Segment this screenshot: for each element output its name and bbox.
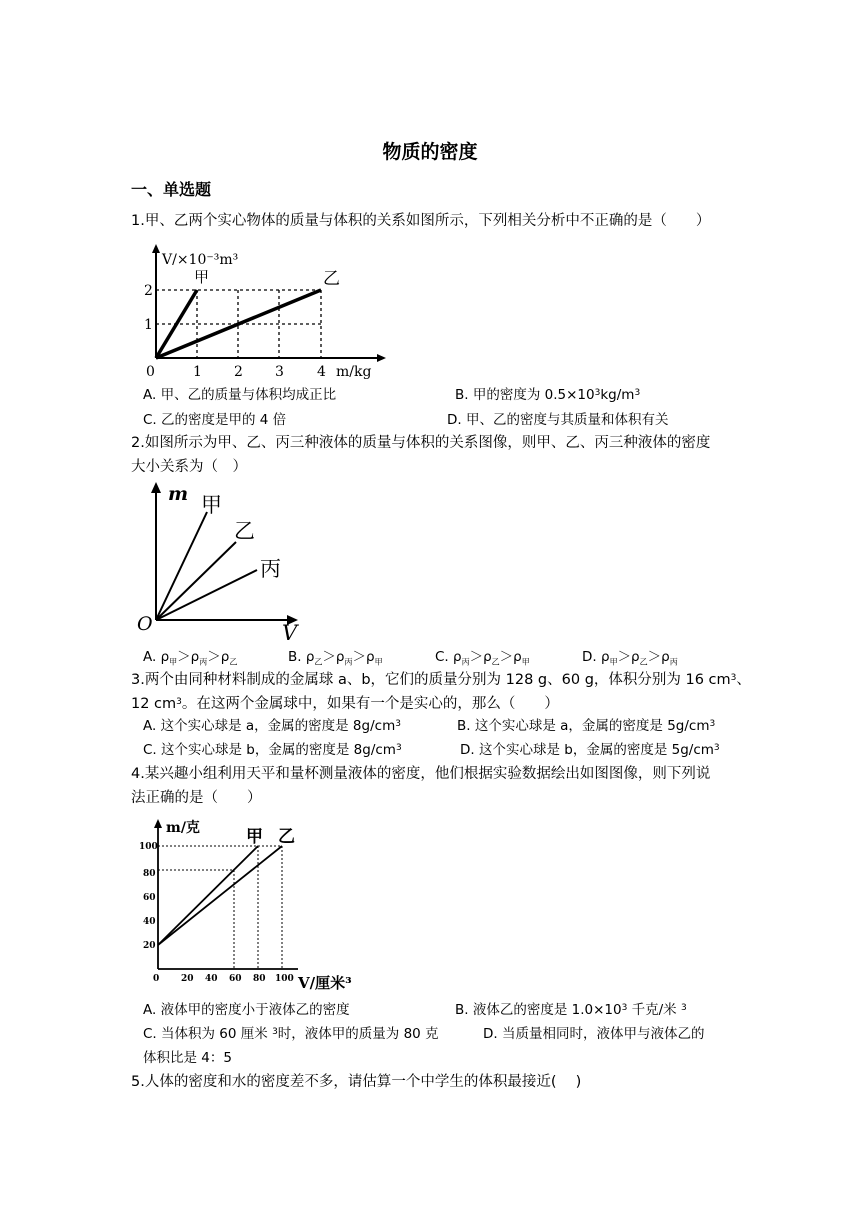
q4-option-d-line2: 体积比是 4：5 — [143, 1050, 232, 1066]
q4-x-tick-0: 0 — [153, 974, 160, 984]
question-2-stem-line2: 大小关系为（ ） — [131, 459, 247, 475]
q1-x-tick-1: 1 — [193, 364, 202, 380]
q4-option-a[interactable]: A. 液体甲的密度小于液体乙的密度 — [143, 1002, 350, 1018]
q1-x-tick-3: 3 — [275, 364, 284, 380]
q1-x-tick-0: 0 — [146, 364, 155, 380]
q1-figure — [140, 244, 390, 384]
q4-option-c[interactable]: C. 当体积为 60 厘米 $^3$时，液体甲的质量为 80 克 — [143, 1026, 439, 1042]
q4-guide-lines — [158, 846, 282, 969]
question-3-stem-line1: 3.两个由同种材料制成的金属球 a、b，它们的质量分别为 128 g、60 g，体积分别为 16 $cm^3$、 — [131, 672, 751, 688]
q4-x-tick-80: 80 — [253, 974, 266, 984]
q4-x-tick-100: 100 — [275, 974, 294, 984]
q4-y-tick-40: 40 — [143, 917, 156, 927]
q4-x-tick-40: 40 — [205, 974, 218, 984]
q4-x-tick-20: 20 — [181, 974, 194, 984]
q1-option-a[interactable]: A. 甲、乙的质量与体积均成正比 — [143, 387, 337, 403]
q2-label-bing: 丙 — [260, 557, 281, 581]
q4-x-axis-label: V/厘米³ — [298, 974, 352, 992]
q1-y-axis-label: V/×10⁻³m³ — [162, 252, 239, 268]
q2-x-axis-label: V — [282, 621, 298, 645]
q4-label-jia: 甲 — [246, 827, 263, 847]
q2-origin-label: O — [137, 613, 153, 635]
page-title: 物质的密度 — [382, 141, 478, 163]
q4-y-tick-20: 20 — [143, 941, 156, 951]
q1-option-c[interactable]: C. 乙的密度是甲的 4 倍 — [143, 412, 287, 428]
q2-line-bing — [156, 570, 257, 620]
q3-option-d[interactable]: D. 这个实心球是 b，金属的密度是 $5g/cm^3$ — [460, 742, 720, 758]
q2-label-jia: 甲 — [201, 493, 222, 517]
q2-y-arrow — [151, 482, 161, 493]
question-5-stem: 5.人体的密度和水的密度差不多，请估算一个中学生的体积最接近( ) — [131, 1074, 582, 1090]
question-4-stem-line1: 4.某兴趣小组利用天平和量杯测量液体的密度，他们根据实验数据绘出如图图像，则下列说 — [131, 766, 711, 782]
q1-y-tick-1: 1 — [144, 317, 153, 333]
q4-option-d-line1[interactable]: D. 当质量相同时，液体甲与液体乙的 — [483, 1026, 705, 1042]
section-heading: 一、单选题 — [131, 180, 212, 199]
q1-x-axis-label: m/kg — [336, 364, 372, 380]
q4-y-tick-100: 100 — [139, 842, 158, 852]
q1-y-tick-2: 2 — [144, 283, 153, 299]
q2-option-c[interactable]: C. $\rho_丙>\rho_乙>\rho_甲$ — [435, 649, 530, 667]
question-2-stem-line1: 2.如图所示为甲、乙、丙三种液体的质量与体积的关系图像，则甲、乙、丙三种液体的密度 — [131, 435, 711, 451]
q4-y-tick-80: 80 — [143, 869, 156, 879]
q1-y-arrow — [152, 244, 160, 253]
q4-y-arrow — [154, 819, 162, 828]
q2-line-yi — [156, 542, 236, 620]
q2-label-yi: 乙 — [234, 519, 255, 543]
q4-label-yi: 乙 — [278, 827, 295, 847]
q2-figure — [134, 480, 304, 645]
q3-option-c[interactable]: C. 这个实心球是 b，金属的密度是 $8g/cm^3$ — [143, 742, 402, 758]
q4-figure — [138, 818, 368, 998]
q4-line-jia — [158, 846, 258, 945]
q1-option-b[interactable]: B. 甲的密度为 $0.5\times 10^3kg/m^3$ — [455, 387, 641, 403]
q4-x-tick-60: 60 — [229, 974, 242, 984]
q1-x-tick-2: 2 — [234, 364, 243, 380]
question-1-stem: 1.甲、乙两个实心物体的质量与体积的关系如图所示，下列相关分析中不正确的是（ ） — [131, 213, 711, 229]
q4-line-yi — [158, 846, 282, 945]
q2-line-jia — [156, 512, 207, 620]
q1-option-d[interactable]: D. 甲、乙的密度与其质量和体积有关 — [447, 412, 669, 428]
q2-option-d[interactable]: D. $\rho_甲>\rho_乙>\rho_丙$ — [582, 649, 678, 667]
question-3-stem-line2: 12 $cm^3$。在这两个金属球中，如果有一个是实心的，那么（ ） — [131, 696, 559, 712]
q4-option-b[interactable]: B. 液体乙的密度是 $1.0\times 10^3$ 千克/米 $^3$ — [455, 1002, 687, 1018]
q2-y-axis-label: m — [168, 483, 189, 505]
q1-label-yi: 乙 — [323, 269, 340, 289]
q1-x-tick-4: 4 — [317, 364, 326, 380]
q1-x-arrow — [377, 354, 386, 362]
q3-option-a[interactable]: A. 这个实心球是 a，金属的密度是 $8g/cm^3$ — [143, 718, 401, 734]
q2-option-a[interactable]: A. $\rho_甲>\rho_丙>\rho_乙$ — [143, 649, 238, 667]
q4-y-tick-60: 60 — [143, 893, 156, 903]
q4-y-axis-label: m/克 — [166, 820, 200, 836]
q2-option-b[interactable]: B. $\rho_乙>\rho_丙>\rho_甲$ — [288, 649, 383, 667]
q3-option-b[interactable]: B. 这个实心球是 a，金属的密度是 $5g/cm^3$ — [457, 718, 716, 734]
q1-label-jia: 甲 — [194, 268, 210, 286]
question-4-stem-line2: 法正确的是（ ） — [131, 790, 262, 806]
